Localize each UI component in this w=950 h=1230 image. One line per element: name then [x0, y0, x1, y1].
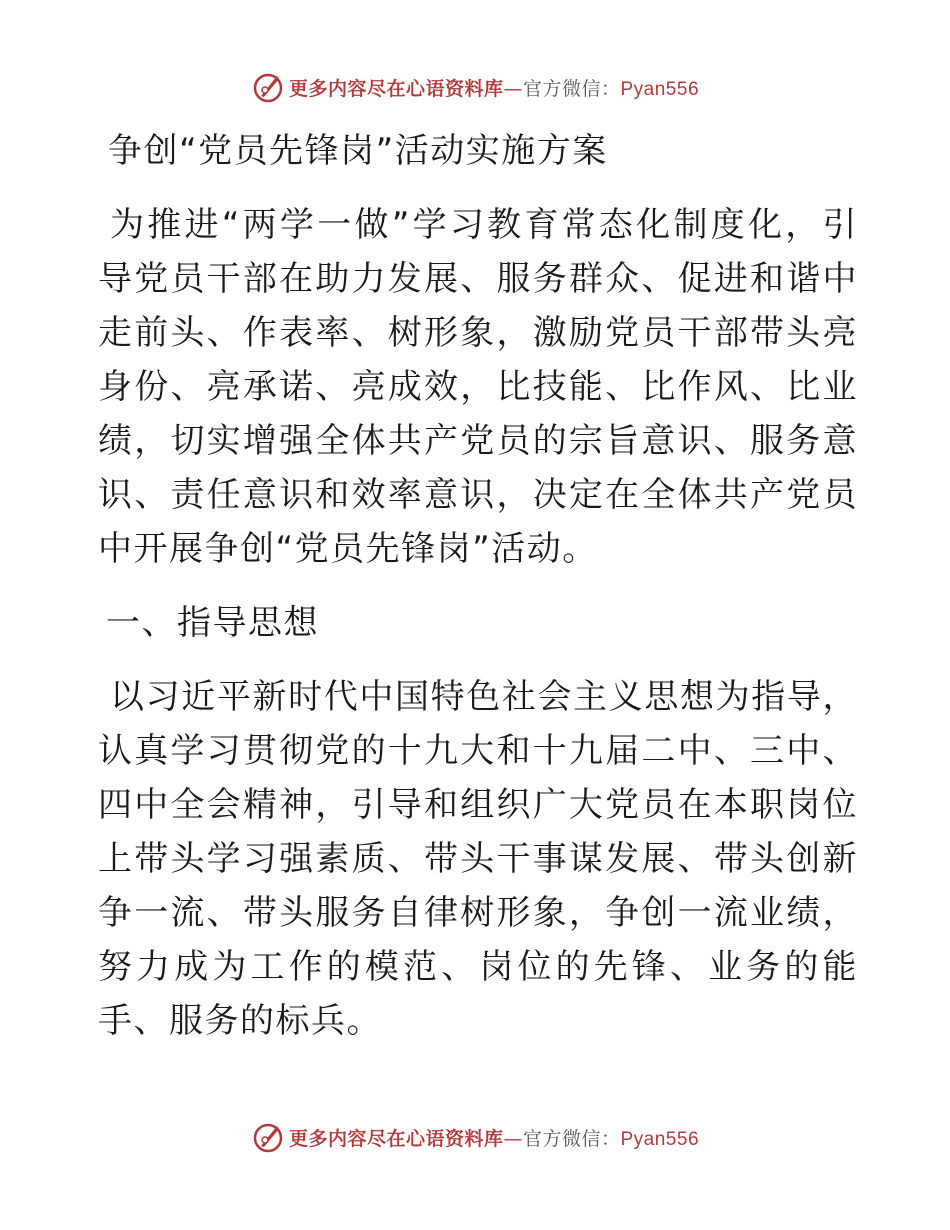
section-paragraph-guiding-ideology: 以习近平新时代中国特色社会主义思想为指导，认真学习贯彻党的十九大和十九届二中、三中、四中全会精神，引导和组织广大党员在本职岗位上带头学习强素质、带头干事谋发展、带头创新争一流、带头服务自律树形象，争创一流业绩，努力成为工作的模范、岗位的先锋、业务的能手、服务的标兵。	[98, 677, 858, 1041]
footer-watermark-banner	[0, 1120, 950, 1154]
watermark-site-name: 更多内容尽在心语资料库	[288, 1127, 504, 1150]
watermark-wechat-account: Pyan556	[620, 1128, 700, 1150]
watermark-dash: —	[503, 77, 523, 100]
intro-paragraph: 为推进“两学一做”学习教育常态化制度化，引导党员干部在助力发展、服务群众、促进和谐中走前头、作表率、树形象，激励党员干部带头亮身份、亮承诺、亮成效，比技能、比作风、比业绩，切实增强全体共产党员的宗旨意识、服务意识、责任意识和效率意识，决定在全体共产党员中开展争创“党员先锋岗”活动。	[98, 205, 858, 569]
watermark-text	[289, 74, 699, 101]
quill-logo-icon	[251, 1120, 285, 1154]
watermark-text	[289, 1124, 699, 1151]
watermark-wechat-account: Pyan556	[620, 78, 700, 100]
watermark-site-name: 更多内容尽在心语资料库	[288, 77, 504, 100]
quill-logo-icon	[251, 70, 285, 104]
watermark-dash: —	[503, 1127, 523, 1150]
header-watermark-banner	[0, 70, 950, 104]
document-title: 争创“党员先锋岗”活动实施方案	[108, 131, 608, 171]
watermark-wechat-label: 官方微信：	[522, 1127, 621, 1150]
watermark-wechat-label: 官方微信：	[522, 77, 621, 100]
section-heading-guiding-ideology: 一、指导思想	[106, 603, 319, 643]
document-body	[98, 118, 858, 1068]
